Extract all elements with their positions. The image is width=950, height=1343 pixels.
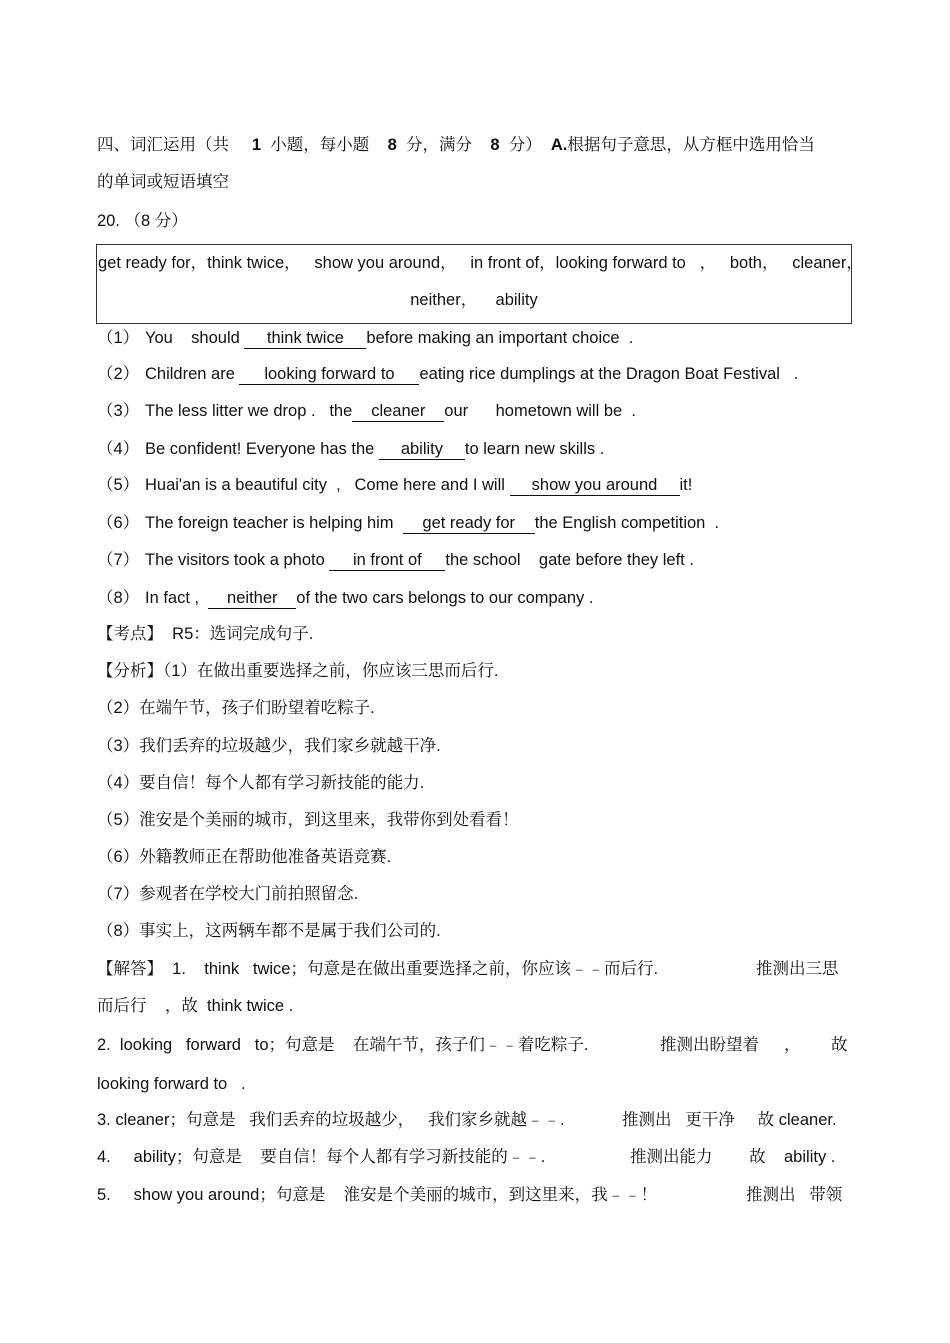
- list-item: [97, 438, 604, 460]
- answer-5-line: 5. show you around；句意是 淮安是个美丽的城市，到这里来，我﹣﹣！: [97, 1186, 658, 1204]
- analysis-line: （8）事实上，这两辆车都不是属于我们公司的.: [97, 922, 441, 940]
- header-points-total: 8: [490, 136, 500, 154]
- answer-2-therefore: 故: [831, 1036, 848, 1054]
- analysis-line: （7）参观者在学校大门前拍照留念.: [97, 885, 359, 903]
- header-text-2: 小题，每小题: [270, 136, 370, 154]
- item-text-after: eating rice dumplings at the Dragon Boat Festival .: [419, 365, 799, 383]
- list-item: [97, 474, 692, 496]
- item-text-before: The visitors took a photo: [145, 551, 330, 569]
- item-number: （4）: [97, 440, 140, 458]
- item-number: （1）: [97, 329, 140, 347]
- answer-blank: ability: [379, 439, 465, 460]
- analysis-line: （2）在端午节，孩子们盼望着吃粽子.: [97, 699, 375, 717]
- item-text-before: Huai'an is a beautiful city , Come here and I will: [145, 476, 510, 494]
- answer-4-inference: 推测出能力 故 ability .: [630, 1148, 836, 1166]
- header-count: 1: [251, 136, 262, 154]
- answer-4-line: 4. ability；句意是 要自信！每个人都有学习新技能的﹣﹣.: [97, 1148, 546, 1166]
- item-text-after: to learn new skills .: [464, 440, 605, 458]
- header-line-2: 的单词或短语填空: [97, 173, 229, 191]
- item-text-before: You should: [145, 329, 245, 347]
- answer-blank: looking forward to: [239, 364, 419, 385]
- header-text-3: 分，满分: [405, 136, 472, 154]
- answer-blank: neither: [208, 588, 296, 609]
- analysis-line: （4）要自信！每个人都有学习新技能的能力.: [97, 774, 425, 792]
- analysis-line: 【分析】（1）在做出重要选择之前，你应该三思而后行.: [97, 662, 499, 680]
- item-text-after: before making an important choice .: [366, 329, 634, 347]
- item-text-after: the English competition .: [534, 514, 720, 532]
- kaodian-line: 【考点】 R5：选词完成句子.: [97, 625, 314, 643]
- answer-blank: get ready for: [403, 513, 535, 534]
- item-text-before: In fact ,: [145, 589, 209, 607]
- header-points-each: 8: [387, 136, 397, 154]
- answer-1-inference: 推测出三思: [756, 960, 839, 978]
- analysis-line: （6）外籍教师正在帮助他准备英语竞赛.: [97, 848, 392, 866]
- item-text-before: Be confident! Everyone has the: [145, 440, 379, 458]
- section-header: [97, 134, 815, 156]
- answer-blank: show you around: [510, 475, 680, 496]
- item-number: （8）: [97, 589, 140, 607]
- item-number: （7）: [97, 551, 140, 569]
- list-item: [97, 587, 593, 609]
- answer-5-inference: 推测出 带领: [746, 1186, 843, 1204]
- item-text-after: the school gate before they left .: [445, 551, 694, 569]
- answer-1-line-2: 而后行 ，故 think twice .: [97, 997, 294, 1015]
- item-text-after: our hometown will be .: [444, 402, 636, 420]
- item-text-before: The less litter we drop . the: [145, 402, 353, 420]
- answer-1-line-1: 【解答】 1. think twice；句意是在做出重要选择之前，你应该﹣﹣而后行.: [97, 960, 659, 978]
- header-part-a: A.: [550, 136, 568, 154]
- answer-blank: think twice: [244, 328, 366, 349]
- answer-2-line-1: 2. looking forward to；句意是 在端午节，孩子们﹣﹣着吃粽子.: [97, 1036, 589, 1054]
- item-number: （6）: [97, 514, 140, 532]
- question-label: 20. （8 分）: [97, 212, 188, 230]
- item-number: （5）: [97, 476, 140, 494]
- answer-3-line: 3. cleaner；句意是 我们丢弃的垃圾越少， 我们家乡就越﹣﹣.: [97, 1111, 565, 1129]
- word-box: [96, 244, 863, 324]
- header-text-1: 四、词汇运用（共: [97, 136, 229, 154]
- item-text-before: The foreign teacher is helping him: [145, 514, 403, 532]
- answer-2-comma: ，: [784, 1036, 801, 1054]
- list-item: [97, 400, 636, 422]
- word-box-row-1: get ready for，think twice， show you around， in front of，looking forward to ， both， cleaner，: [98, 254, 863, 272]
- item-text-before: Children are: [145, 365, 240, 383]
- answer-blank: in front of: [329, 550, 445, 571]
- word-box-row-2: neither， ability: [410, 291, 538, 309]
- item-text-after: it!: [679, 476, 693, 494]
- item-text-after: of the two cars belongs to our company .: [296, 589, 594, 607]
- analysis-line: （3）我们丢弃的垃圾越少，我们家乡就越干净.: [97, 737, 441, 755]
- list-item: [97, 549, 694, 571]
- analysis-line: （5）淮安是个美丽的城市，到这里来，我带你到处看看！: [97, 811, 519, 829]
- answer-blank: cleaner: [352, 401, 444, 422]
- answer-2-line-2: looking forward to .: [97, 1075, 246, 1093]
- list-item: [97, 327, 633, 349]
- answer-2-inference: 推测出盼望着: [660, 1036, 759, 1054]
- header-text-5: 根据句子意思，从方框中选用恰当: [567, 136, 815, 154]
- list-item: [97, 512, 719, 534]
- list-item: [97, 363, 798, 385]
- header-text-4: 分）: [508, 136, 542, 154]
- answer-3-inference: 推测出 更干净 故 cleaner.: [622, 1111, 837, 1129]
- item-number: （3）: [97, 402, 140, 420]
- item-number: （2）: [97, 365, 140, 383]
